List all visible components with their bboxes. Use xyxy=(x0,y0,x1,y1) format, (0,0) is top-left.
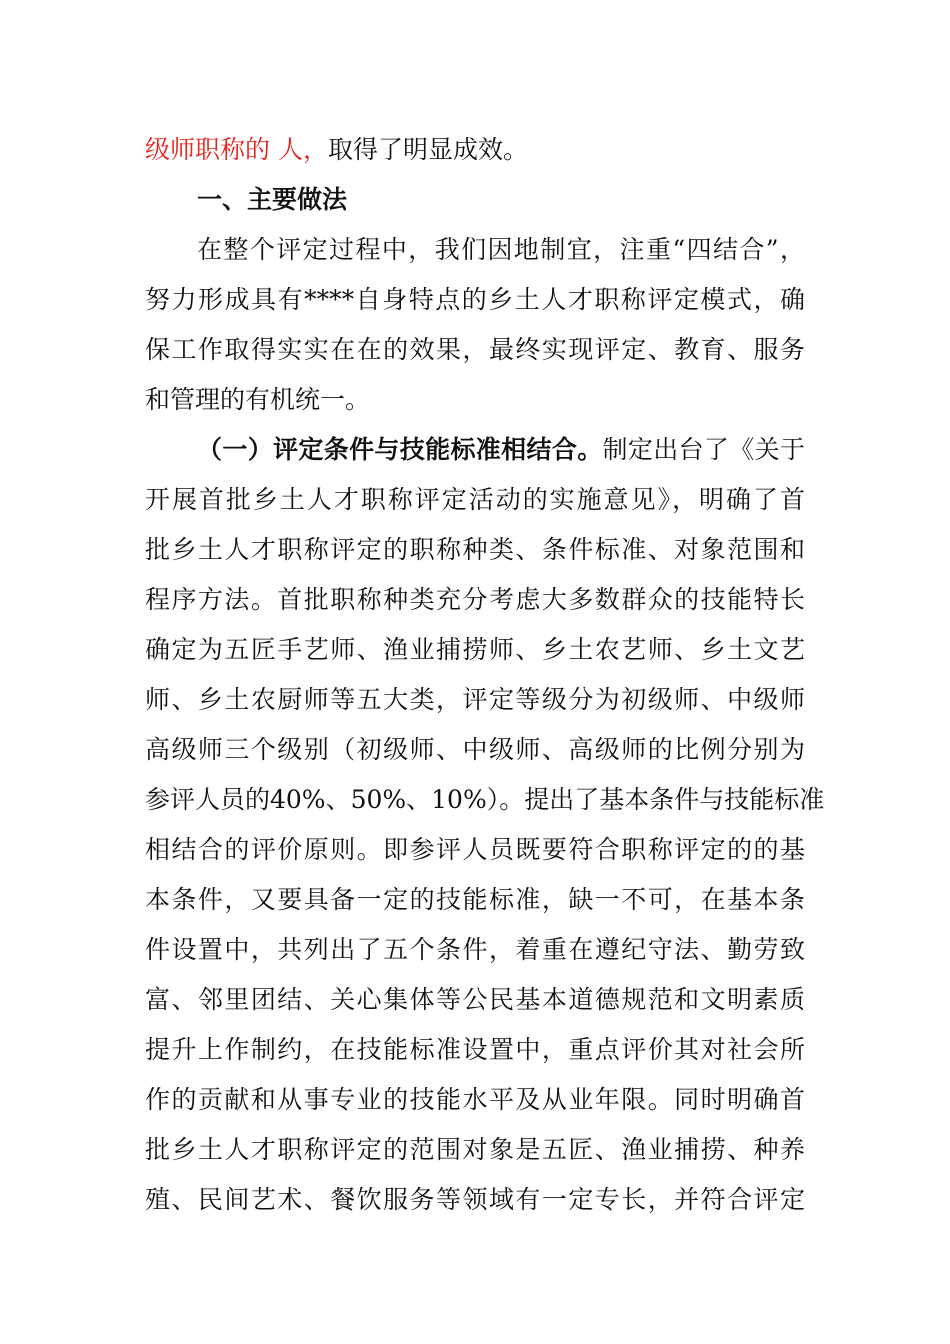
paragraph-line: 作的贡献和从事专业的技能水平及从业年限。同时明确首 xyxy=(145,1085,805,1114)
paragraph-line: 相结合的评价原则。即参评人员既要符合职称评定的的基 xyxy=(145,835,805,864)
continuation-line xyxy=(145,130,805,170)
paragraph-line: 开展首批乡土人才职称评定活动的实施意见》，明确了首 xyxy=(145,485,805,514)
subsection-heading: （一）评定条件与技能标准相结合。 xyxy=(197,435,603,464)
highlighted-text: 级师职称的 人， xyxy=(145,135,328,164)
paragraph-line: 程序方法。首批职称种类充分考虑大多数群众的技能特长 xyxy=(145,585,805,614)
paragraph-line: 师、乡土农厨师等五大类，评定等级分为初级师、中级师 xyxy=(145,685,805,714)
paragraph-line: 参评人员的40%、50%、10%）。提出了基本条件与技能标准 xyxy=(145,785,825,814)
subsection-line xyxy=(197,430,805,470)
paragraph-line: 努力形成具有****自身特点的乡土人才职称评定模式，确 xyxy=(145,285,805,314)
paragraph-line: 保工作取得实实在在的效果，最终实现评定、教育、服务 xyxy=(145,335,805,364)
paragraph-line: 本条件，又要具备一定的技能标准，缺一不可，在基本条 xyxy=(145,885,805,914)
section-heading: 一、主要做法 xyxy=(197,185,348,214)
paragraph-line: 殖、民间艺术、餐饮服务等领域有一定专长，并符合评定 xyxy=(145,1185,805,1214)
paragraph-line: 和管理的有机统一。 xyxy=(145,385,371,414)
paragraph-line: 富、邻里团结、关心集体等公民基本道德规范和文明素质 xyxy=(145,985,805,1014)
paragraph-line: 批乡土人才职称评定的职称种类、条件标准、对象范围和 xyxy=(145,535,805,564)
paragraph-line: 提升上作制约，在技能标准设置中，重点评价其对社会所 xyxy=(145,1035,805,1064)
body-text: 制定出台了《关于 xyxy=(602,435,805,464)
paragraph-line: 确定为五匠手艺师、渔业捕捞师、乡土农艺师、乡土文艺 xyxy=(145,635,805,664)
paragraph-line: 在整个评定过程中，我们因地制宜，注重“四结合”， xyxy=(197,235,805,264)
body-text: 取得了明显成效。 xyxy=(327,135,528,164)
paragraph-line: 高级师三个级别（初级师、中级师、高级师的比例分别为 xyxy=(145,735,805,764)
paragraph-line: 批乡土人才职称评定的范围对象是五匠、渔业捕捞、种养 xyxy=(145,1135,805,1164)
paragraph-line: 件设置中，共列出了五个条件，着重在遵纪守法、勤劳致 xyxy=(145,935,805,964)
